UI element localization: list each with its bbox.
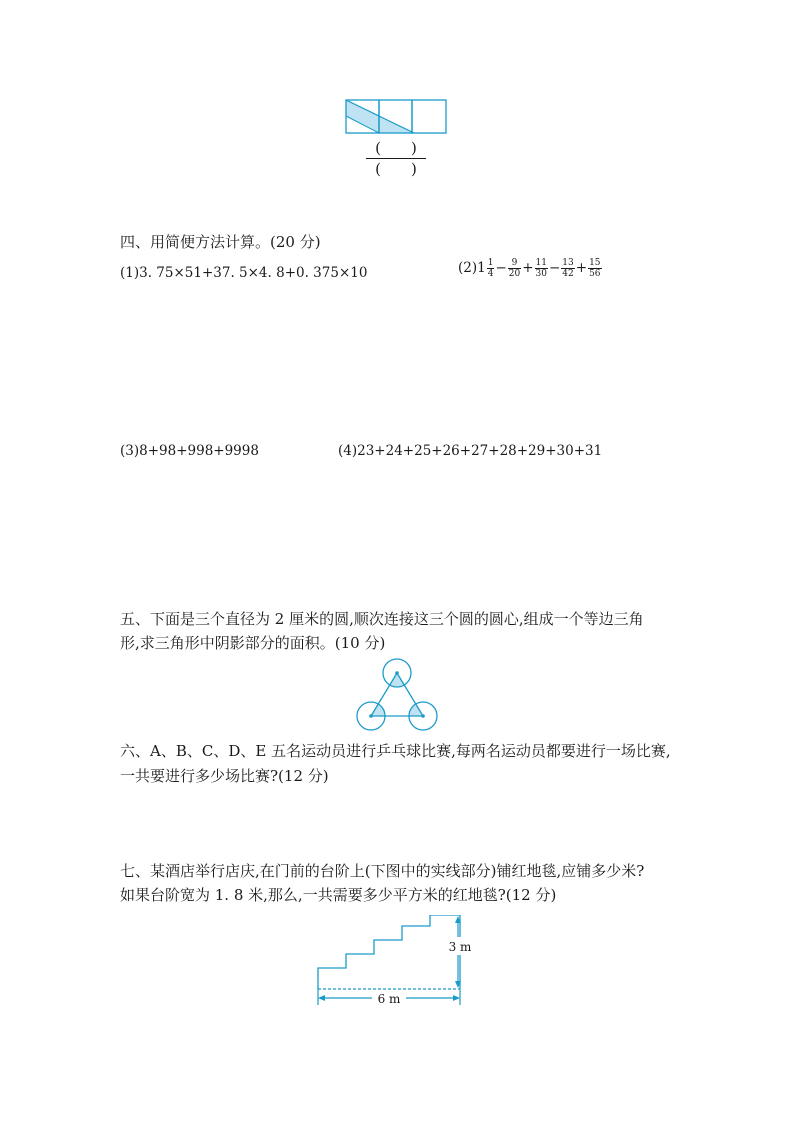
fraction-answer-numerator: ( ) (366, 138, 426, 159)
square-3 (412, 100, 446, 133)
section6-line2: 一共要进行多少场比赛?(12 分) (120, 767, 329, 785)
fraction-answer (366, 138, 426, 179)
q2-frac-1: $\frac{1}{4}$ (487, 258, 494, 279)
q2-op-1: − (495, 260, 507, 276)
section4-q1: (1)3. 75×51+37. 5×4. 8+0. 375×10 (120, 265, 368, 281)
width-arrow-head-right (453, 995, 460, 1001)
center-top (395, 671, 399, 675)
section6-line1: 六、A、B、C、D、E 五名运动员进行乒乓球比赛,每两名运动员都要进行一场比赛, (120, 742, 671, 760)
q2-op-3: − (548, 260, 561, 276)
section4-q3: (3)8+98+998+9998 (120, 443, 259, 459)
q2-op-2: + (522, 260, 534, 276)
section5-line2: 形,求三角形中阴影部分的面积。(10 分) (120, 634, 386, 652)
staircase-figure (312, 915, 472, 1015)
shaded-sector-right (409, 704, 423, 716)
section5-line1: 五、下面是三个直径为 2 厘米的圆,顺次连接这三个圆的圆心,组成一个等边三角 (120, 610, 644, 628)
section4-q2 (458, 258, 603, 279)
section7-line2: 如果台阶宽为 1. 8 米,那么,一共需要多少平方米的红地毯?(12 分) (120, 886, 557, 904)
shaded-squares-figure (344, 98, 448, 136)
fraction-answer-denominator: ( ) (375, 160, 417, 178)
section4-q4: (4)23+24+25+26+27+28+29+30+31 (338, 443, 603, 459)
q2-prefix: (2)1 (458, 260, 486, 276)
section4-heading: 四、用简便方法计算。(20 分) (120, 233, 321, 251)
q2-frac-4: $\frac{13}{42}$ (562, 258, 574, 279)
q2-frac-3: $\frac{11}{30}$ (535, 258, 547, 279)
q2-frac-2: $\frac{9}{20}$ (508, 258, 521, 279)
height-label: 3 m (448, 940, 472, 954)
shaded-sector-left (371, 704, 385, 716)
center-left (369, 714, 373, 718)
circles-triangle-figure (354, 656, 440, 734)
staircase-steps (318, 915, 460, 989)
width-label: 6 m (377, 992, 401, 1006)
center-right (421, 714, 425, 718)
q2-frac-5: $\frac{15}{56}$ (589, 258, 601, 279)
width-arrow-head-left (318, 995, 325, 1001)
q2-op-4: + (575, 260, 588, 276)
section7-line1: 七、某酒店举行店庆,在门前的台阶上(下图中的实线部分)铺红地毯,应铺多少米? (120, 862, 645, 880)
